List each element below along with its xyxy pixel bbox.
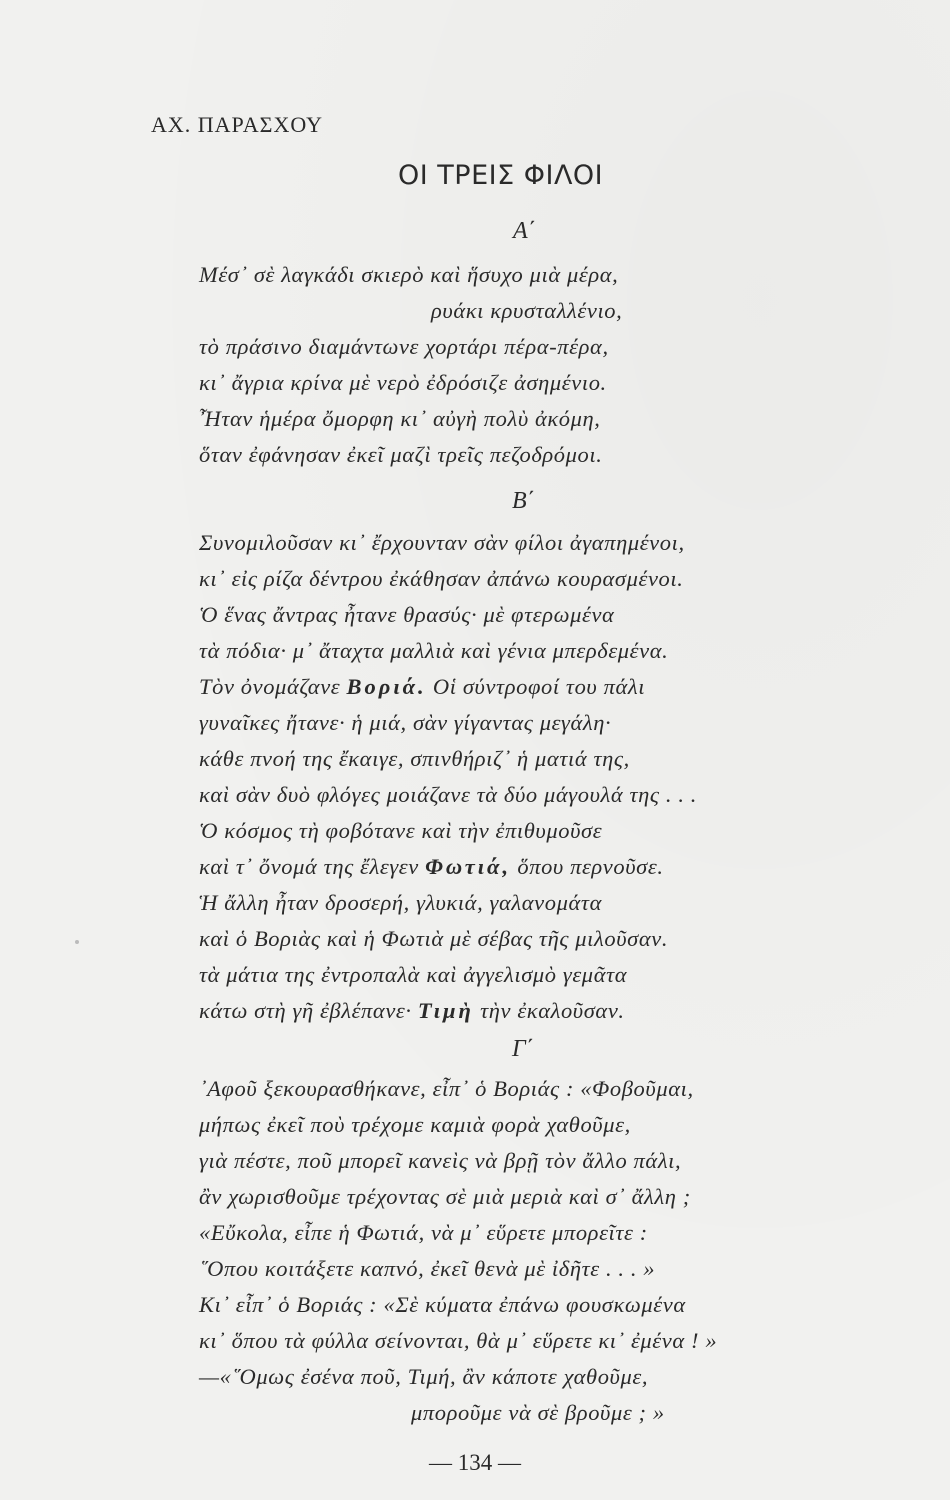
line-text: κάτω στὴ γῆ ἐβλέπανε· [199, 998, 412, 1023]
line-text: ὅπου περνοῦσε. [517, 854, 664, 879]
poem-line: τὰ μάτια της ἐντροπαλὰ καὶ ἀγγελισμὸ γεμᾶτα [199, 962, 628, 987]
poem-line: μποροῦμε νὰ σὲ βροῦμε ; » [411, 1400, 665, 1425]
section-a-heading: Α΄ [513, 218, 536, 244]
poem-line: ῞Οπου κοιτάξετε καπνό, ἐκεῖ θενὰ μὲ ἰδῆτε . . . » [199, 1256, 656, 1281]
poem-line: ρυάκι κρυσταλλένιο, [431, 298, 623, 323]
poem-line [199, 854, 664, 880]
poem-line: κι᾽ εἰς ρίζα δέντρου ἐκάθησαν ἀπάνω κουρασμένοι. [199, 566, 684, 591]
poem-line: ᾽Αφοῦ ξεκουρασθήκανε, εἶπ᾽ ὁ Βοριάς : «Φοβοῦμαι, [199, 1076, 694, 1101]
poem-line: τὸ πράσινο διαμάντωνε χορτάρι πέρα-πέρα, [199, 334, 609, 359]
poem-line: μήπως ἐκεῖ ποὺ τρέχομε καμιὰ φορὰ χαθοῦμε, [199, 1112, 631, 1137]
poem-line [199, 674, 645, 700]
poem-line: «Εὔκολα, εἶπε ἡ Φωτιά, νὰ μ᾽ εὕρετε μπορεῖτε : [199, 1220, 648, 1245]
name-timi-emphasis: Τιμὴ [417, 998, 474, 1023]
name-vorias-emphasis: Βοριά. [346, 674, 427, 699]
page-number: — 134 — [429, 1450, 521, 1475]
line-text: Τὸν ὀνομάζανε [199, 674, 341, 699]
poem-line: Ὁ κόσμος τὴ φοβότανε καὶ τὴν ἐπιθυμοῦσε [199, 818, 603, 843]
poem-line: γυναῖκες ἤτανε· ἡ μιά, σὰν γίγαντας μεγάλη· [199, 710, 612, 735]
poem-line: κάθε πνοή της ἔκαιγε, σπινθήριζ᾽ ἡ ματιά της, [199, 746, 630, 771]
poem-line: Συνομιλοῦσαν κι᾽ ἔρχουνταν σὰν φίλοι ἀγαπημένοι, [199, 530, 685, 555]
poem-line: κι᾽ ὅπου τὰ φύλλα σείνονται, θὰ μ᾽ εὕρετε κι᾽ ἐμένα ! » [199, 1328, 718, 1353]
poem-line: καὶ ὁ Βοριὰς καὶ ἡ Φωτιὰ μὲ σέβας τῆς μιλοῦσαν. [199, 926, 669, 951]
poem-line: γιὰ πέστε, ποῦ μπορεῖ κανεὶς νὰ βρῇ τὸν ἄλλο πάλι, [199, 1148, 682, 1173]
line-text: Οἱ σύντροφοί του πάλι [432, 674, 646, 699]
poem-line: Ἦταν ἡμέρα ὄμορφη κι᾽ αὐγὴ πολὺ ἀκόμη, [199, 406, 601, 431]
section-b-heading: Β΄ [512, 488, 535, 514]
section-c-heading: Γ΄ [512, 1036, 534, 1062]
poem-line: Ὁ ἕνας ἄντρας ἦτανε θρασύς· μὲ φτερωμένα [199, 602, 615, 627]
paper-speck [75, 940, 79, 944]
poem-line: καὶ σὰν δυὸ φλόγες μοιάζανε τὰ δύο μάγουλά της . . . [199, 782, 698, 807]
name-fotia-emphasis: Φωτιά, [425, 854, 512, 879]
line-text: καὶ τ᾽ ὄνομά της ἔλεγεν [199, 854, 419, 879]
poem-title: ΟΙ ΤΡΕΙΣ ΦΙΛΟΙ [398, 160, 604, 191]
poem-line [199, 998, 625, 1024]
poem-line: ὅταν ἐφάνησαν ἐκεῖ μαζὶ τρεῖς πεζοδρόμοι. [199, 442, 603, 467]
author-header: ΑΧ. ΠΑΡΑΣΧΟΥ [151, 112, 324, 137]
poem-line: Ἡ ἄλλη ἦταν δροσερή, γλυκιά, γαλανομάτα [199, 890, 602, 915]
poem-line: τὰ πόδια· μ᾽ ἄταχτα μαλλιὰ καὶ γένια μπερδεμένα. [199, 638, 669, 663]
poem-line: Κι᾽ εἶπ᾽ ὁ Βοριάς : «Σὲ κύματα ἐπάνω φουσκωμένα [199, 1292, 686, 1317]
poem-line: Μέσ᾽ σὲ λαγκάδι σκιερὸ καὶ ἥσυχο μιὰ μέρα, [199, 262, 619, 287]
poem-line: ἂν χωρισθοῦμε τρέχοντας σὲ μιὰ μεριὰ καὶ σ᾽ ἄλλη ; [199, 1184, 691, 1209]
line-text: τὴν ἐκαλοῦσαν. [480, 998, 625, 1023]
poem-line: κι᾽ ἄγρια κρίνα μὲ νερὸ ἐδρόσιζε ἀσημένιο. [199, 370, 607, 395]
poem-line: —«῞Ομως ἐσένα ποῦ, Τιμή, ἂν κάποτε χαθοῦμε, [199, 1364, 649, 1389]
